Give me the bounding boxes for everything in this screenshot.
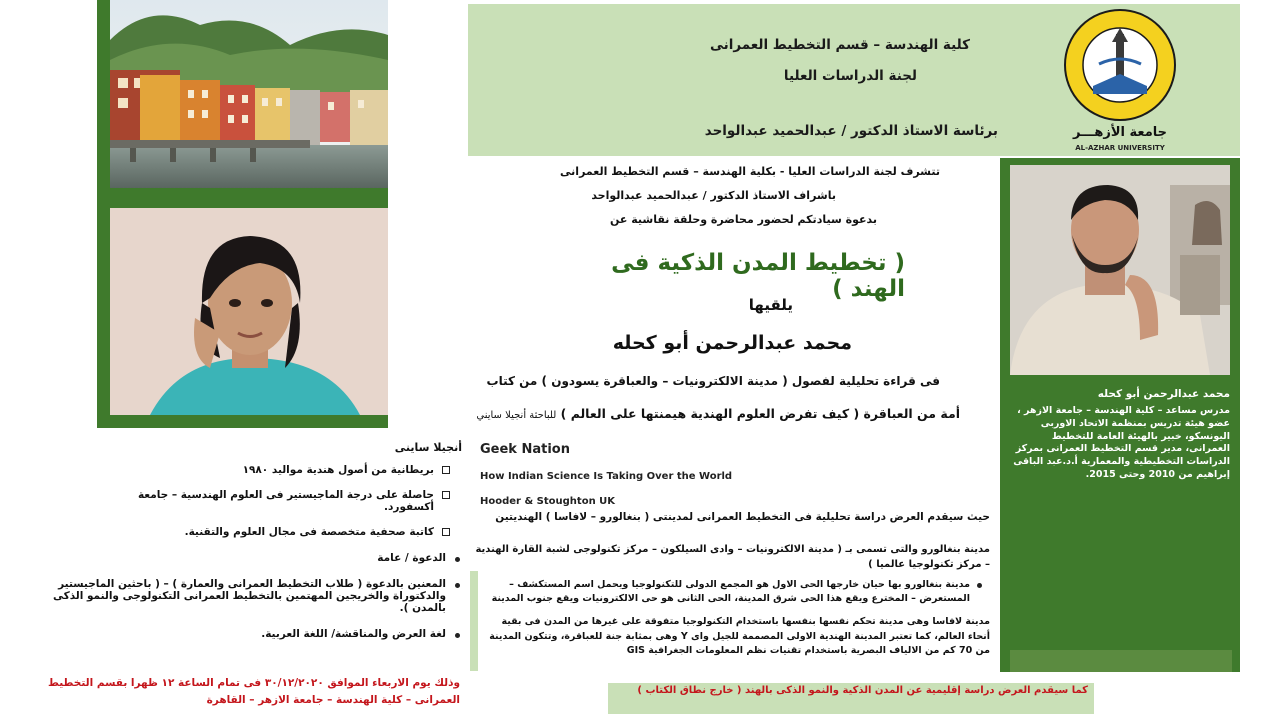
- invitation-text: المعنين بالدعوة ( طلاب التخطيط العمرانى والعمارة ) – ( باحثين الماجيستير والدكتوراة والخريجين المهتمين بالتخطيط العمرانى التكنولوجى والنمو الذكى بالمدن ).: [52, 578, 446, 614]
- presented-by: يلقيها: [748, 296, 793, 314]
- content-highlight: [470, 571, 478, 671]
- intro-line-1: تتشرف لجنة الدراسات العليا - بكلية الهندسة – قسم التخطيط العمرانى: [560, 165, 940, 178]
- bio-name: محمد عبدالرحمن أبو كحله: [1097, 388, 1230, 400]
- checkbox-bullet-icon: [442, 528, 450, 536]
- book-line-1: فى قراءة تحليلية لفصول ( مدينة الالكترونيات – والعباقرة يسودون ) من كتاب: [486, 374, 940, 388]
- town-photo: [110, 0, 388, 188]
- invitation-item: [30, 628, 462, 640]
- content-bullet-text: مدينة بنغالورو بها حيان خارجها الحى الاول هو المجمع الدولى للتكنولوجيا ويحمل اسم المستكشف – المستعرض – المخترع ويقع هذا الحى شرق المدينة، الحى الثانى هو حى الالكترونيات ويقع جنوب المدينة: [491, 579, 970, 605]
- content-bullet: [480, 578, 984, 607]
- book-title-ar: أمة من العباقرة ( كيف تفرض العلوم الهندية هيمنتها على العالم ): [560, 406, 960, 421]
- logo-arabic-name: جامعة الأزهـــر: [1072, 125, 1168, 140]
- bottom-note: كما سيقدم العرض دراسة إقليمية عن المدن الذكية والنمو الذكى بالهند ( خارج نطاق الكتاب ): [608, 683, 1094, 714]
- intro-line-2: باشراف الاستاذ الدكتور / عبدالحميد عبدالواحد: [591, 189, 836, 202]
- bio-text: مدرس مساعد – كلية الهندسة – جامعة الازهر ، عضو هيئة تدريس بمنظمة الاتحاد الاوربى اليونسكو، خبير بالهيئة العامة للتخطيط العمرانى، مدير قسم التخطيط العمرانى بمركز الدراسات التخطيطية والمعمارية أ.د.عبد الباقى إبراهيم من 2010 وحتى 2015.: [1013, 405, 1230, 481]
- content-p2: مدينة بنغالورو والتى تسمى بـ ( مدينة الالكترونيات – وادى السيلكون – مركز تكنولوجى لشبة القارة الهندية – مركز تكنولوجيا عالميا ): [475, 544, 990, 570]
- author-info-text: بريطانية من أصول هندية مواليد ١٩٨٠: [242, 464, 434, 476]
- author-info-item: [100, 464, 450, 476]
- invitation-text: الدعوة / عامة: [377, 552, 446, 564]
- author-info-item: [100, 526, 450, 538]
- book-title-row: [470, 406, 960, 421]
- presenter-portrait: [1010, 165, 1230, 375]
- header-line-2: لجنة الدراسات العليا: [783, 68, 917, 84]
- author-photo: [110, 208, 388, 415]
- author-heading: أنجيلا ساينى: [394, 441, 462, 454]
- presenter-photo: [1010, 165, 1230, 375]
- content-p3: مدينة لافاسا وهى مدينة تحكم نفسها بنفسها باستخدام التكنولوجيا متفوقة على غيرها من المدن فى بقية أنحاء العالم، كما تعتبر المدينة الهندية الاولى المصممة للجيل واى Y وهى بمثابة جنة للعباقرة، وتتكون المدينة من 70 كم من الالياف البصرية باستخدام تقنيات نظم المعلومات الجغرافية GIS: [489, 616, 990, 657]
- book-title-en: Geek Nation: [480, 442, 570, 457]
- checkbox-bullet-icon: [442, 491, 450, 499]
- invitation-list: [30, 552, 462, 649]
- checkbox-bullet-icon: [442, 466, 450, 474]
- book-subtitle-en: How Indian Science Is Taking Over the World: [480, 471, 733, 482]
- author-info-item: [100, 489, 450, 513]
- header-line-3: برئاسة الاستاذ الدكتور / عبدالحميد عبدالواحد: [704, 123, 998, 139]
- bullet-dot-icon: [455, 633, 460, 638]
- author-info-text: كاتبة صحفية متخصصة فى مجال العلوم والتقنية.: [184, 526, 434, 538]
- intro-line-3: بدعوة سيادتكم لحضور محاضرة وحلقة نقاشية عن: [610, 213, 877, 226]
- bullet-dot-icon: [455, 583, 460, 588]
- author-info-list: [100, 464, 450, 547]
- header-line-1: كلية الهندسة – قسم التخطيط العمرانى: [709, 37, 970, 53]
- book-publisher-en: Hooder & Stoughton UK: [480, 496, 616, 507]
- author-info-text: حاصلة على درجة الماجيستير فى العلوم الهندسية – جامعة أكسفورد.: [137, 489, 434, 513]
- invitation-text: لغة العرض والمناقشة/ اللغة العربية.: [261, 628, 446, 640]
- content-p1: حيث سيقدم العرض دراسة تحليلية فى التخطيط العمرانى لمدينتى ( بنغالورو – لافاسا ) الهنديتين: [495, 511, 990, 523]
- logo-seal-icon: [1063, 6, 1177, 124]
- event-date: وذلك يوم الاربعاء الموافق ٣٠/١٢/٢٠٢٠ فى تمام الساعة ١٢ ظهرا بقسم التخطيط العمرانى – كلية الهندسة – جامعة الازهر – القاهرة: [48, 677, 460, 706]
- author-portrait: [110, 208, 388, 415]
- invitation-item: [30, 578, 462, 614]
- bottom-right-strip: [1010, 650, 1232, 672]
- university-logo: [1063, 6, 1177, 124]
- bullet-dot-icon: [977, 583, 982, 588]
- bullet-dot-icon: [455, 557, 460, 562]
- book-author-ar: للباحثة أنجيلا سايني: [476, 410, 557, 421]
- presenter-name: محمد عبدالرحمن أبو كحله: [612, 332, 852, 354]
- lecture-title: ( تخطيط المدن الذكية فى الهند ): [611, 250, 905, 302]
- town-illustration: [110, 0, 388, 188]
- invitation-item: [30, 552, 462, 564]
- logo-english-name: AL-AZHAR UNIVERSITY: [1075, 144, 1165, 152]
